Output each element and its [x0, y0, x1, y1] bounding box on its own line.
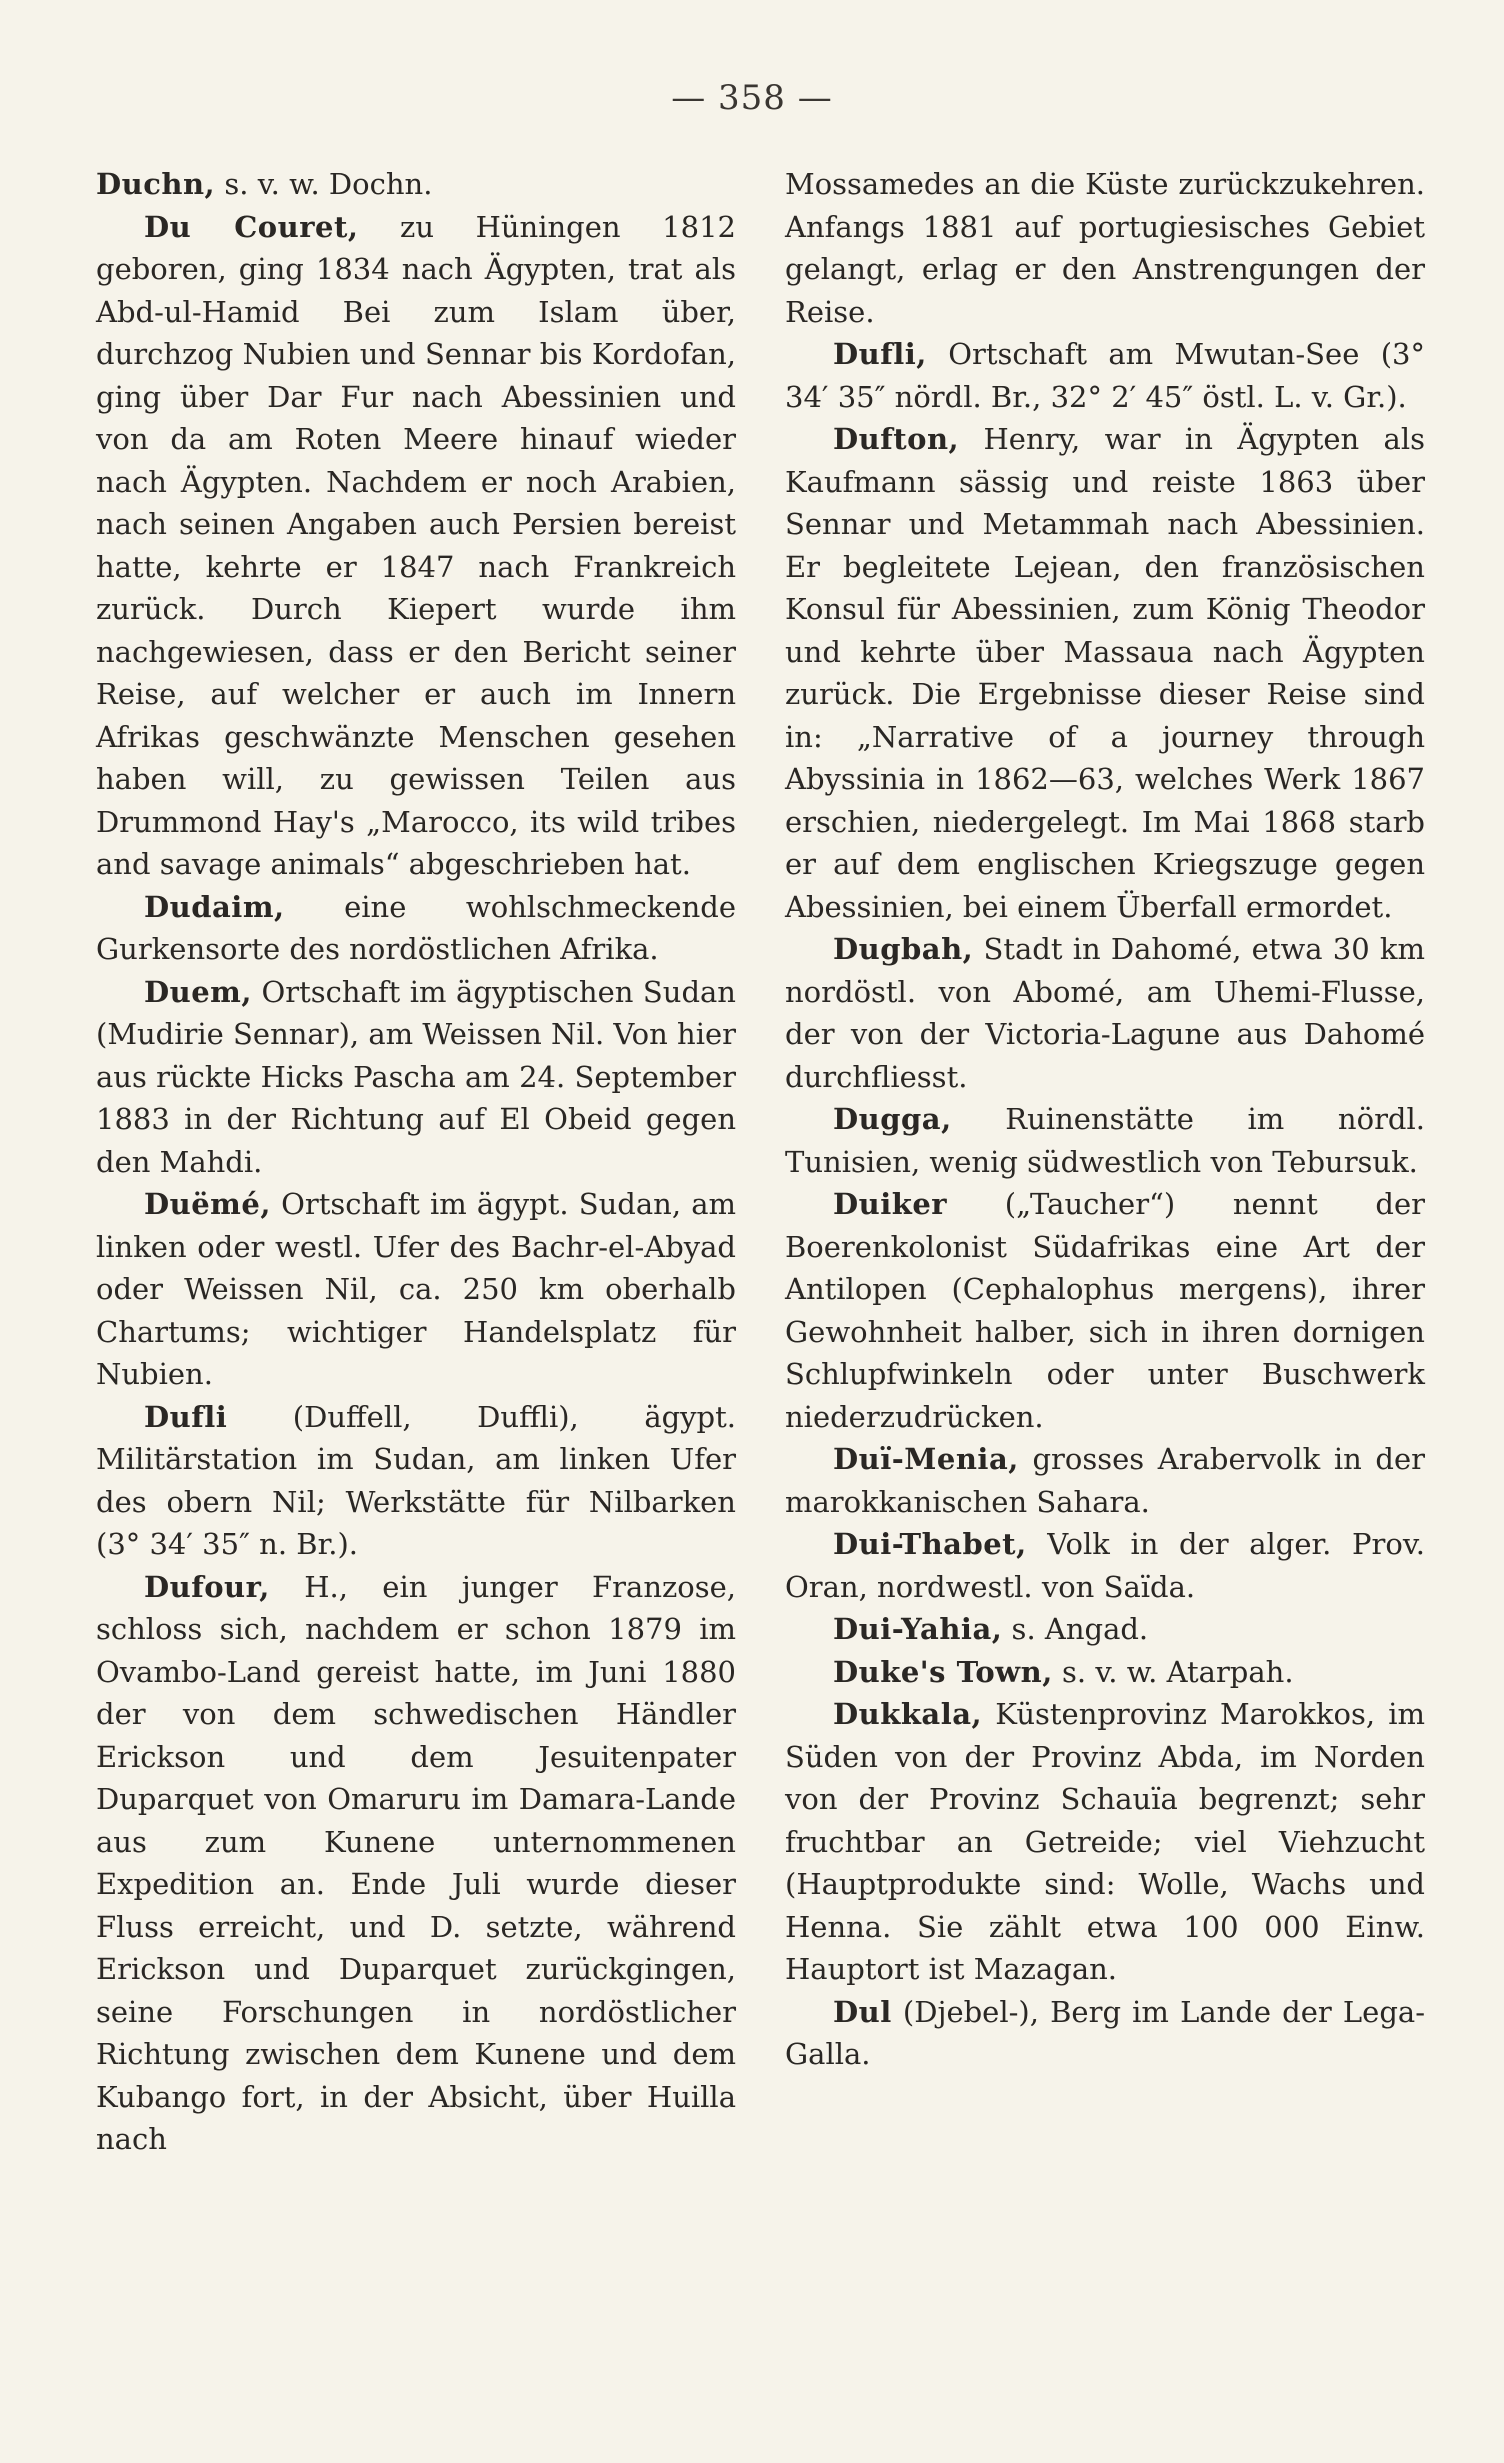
- entry-text: Stadt in Dahomé, etwa 30 km nordöstl. von Abomé, am Uhemi-Flusse, der von der Victoria-Lagune aus Dahomé durchfliesst.: [785, 932, 1425, 1094]
- entry-text: Mossamedes an die Küste zurückzukehren. Anfangs 1881 auf portugiesisches Gebiet gelangt, erlag er den Anstrengungen der Reise.: [785, 167, 1425, 329]
- dictionary-entry: [785, 163, 1425, 333]
- entry-text: („Taucher“) nennt der Boerenkolonist Südafrikas eine Art der Antilopen (Cephalophus mergens), ihrer Gewohnheit halber, sich in ihren dornigen Schlupfwinkeln oder unter Buschwerk niederzudrücken.: [785, 1187, 1425, 1434]
- entry-text: H., ein junger Franzose, schloss sich, nachdem er schon 1879 im Ovambo-Land gereist hatte, im Juni 1880 der von dem schwedischen Händler Erickson und dem Jesuitenpater Duparquet von Omaruru im Damara-Lande aus zum Kunene unternommenen Expedition an. Ende Juli wurde dieser Fluss erreicht, und D. setzte, während Erickson und Duparquet zurückgingen, seine Forschungen in nordöstlicher Richtung zwischen dem Kunene und dem Kubango fort, in der Absicht, über Huilla nach: [96, 1569, 736, 2156]
- entry-text: Henry, war in Ägypten als Kaufmann sässig und reiste 1863 über Sennar und Metammah nach Abessinien. Er begleitete Lejean, den französischen Konsul für Abessinien, zum König Theodor und kehrte über Massaua nach Ägypten zurück. Die Ergebnisse dieser Reise sind in: „Narrative of a journey through Abyssinia in 1862—63, welches Werk 1867 erschien, niedergelegt. Im Mai 1868 starb er auf dem englischen Kriegszuge gegen Abessinien, bei einem Überfall ermordet.: [785, 422, 1425, 924]
- entry-headword: Dul: [833, 1994, 892, 2029]
- entry-headword: Dufour,: [144, 1569, 270, 1604]
- entry-headword: Duke's Town,: [833, 1654, 1053, 1689]
- dictionary-entry: [785, 1651, 1425, 1694]
- dictionary-entry: [785, 1693, 1425, 1991]
- dictionary-entry: [785, 1523, 1425, 1608]
- dictionary-entry: [96, 1183, 736, 1396]
- dictionary-entry: [96, 971, 736, 1184]
- entry-headword: Dufli: [144, 1399, 228, 1434]
- dictionary-entry: [96, 206, 736, 886]
- entry-headword: Duï-Menia,: [833, 1442, 1019, 1476]
- dictionary-entry: [785, 928, 1425, 1098]
- entry-headword: Duem,: [144, 974, 252, 1009]
- page-number: — 358 —: [671, 78, 833, 118]
- dictionary-entry: [785, 1183, 1425, 1438]
- entry-text: eine wohlschmeckende Gurkensorte des nordöstlichen Afrika.: [96, 889, 736, 966]
- entry-text: grosses Arabervolk in der marokkanischen Sahara.: [785, 1442, 1425, 1519]
- dictionary-entry: [785, 1098, 1425, 1183]
- entry-headword: Duëmé,: [144, 1187, 271, 1221]
- entry-headword: Dufli,: [833, 337, 927, 371]
- dictionary-entry: [96, 163, 736, 206]
- entry-headword: Dufton,: [833, 422, 960, 456]
- entry-headword: Dui-Yahia,: [833, 1612, 1003, 1646]
- right-column: [785, 163, 1425, 2076]
- entry-headword: Duchn,: [96, 167, 216, 201]
- entry-headword: Duiker: [833, 1187, 948, 1221]
- entry-text: Küstenprovinz Marokkos, im Süden von der Provinz Abda, im Norden von der Provinz Schauïa begrenzt; sehr fruchtbar an Getreide; viel Viehzucht (Hauptprodukte sind: Wolle, Wachs und Henna. Sie zählt etwa 100 000 Einw. Hauptort ist Mazagan.: [785, 1697, 1425, 1986]
- entry-text: s. v. w. Atarpah.: [1052, 1654, 1294, 1689]
- dictionary-entry: [785, 333, 1425, 418]
- dictionary-entry: [96, 886, 736, 971]
- entry-text: Ruinenstätte im nördl. Tunisien, wenig südwestlich von Tebursuk.: [785, 1102, 1425, 1179]
- left-column: [96, 163, 736, 2161]
- entry-text: Ortschaft im ägyptischen Sudan (Mudirie Sennar), am Weissen Nil. Von hier aus rückte Hicks Pascha am 24. September 1883 in der Richtung auf El Obeid gegen den Mahdi.: [96, 974, 737, 1179]
- dictionary-entry: [96, 1396, 736, 1566]
- entry-headword: Dugbah,: [833, 932, 974, 966]
- entry-headword: Dui-Thabet,: [833, 1527, 1027, 1561]
- entry-text: (Djebel-), Berg im Lande der Lega-Galla.: [785, 1994, 1425, 2071]
- dictionary-entry: [785, 1608, 1425, 1651]
- entry-text: Ortschaft am Mwutan-See (3° 34′ 35″ nördl. Br., 32° 2′ 45″ östl. L. v. Gr.).: [785, 337, 1425, 414]
- entry-headword: Dukkala,: [833, 1697, 983, 1731]
- entry-headword: Dudaim,: [144, 889, 285, 924]
- dictionary-entry: [785, 1438, 1425, 1523]
- entry-text: zu Hüningen 1812 geboren, ging 1834 nach Ägypten, trat als Abd-ul-Hamid Bei zum Islam über, durchzog Nubien und Sennar bis Kordofan, ging über Dar Fur nach Abessinien und von da am Roten Meere hinauf wieder nach Ägypten. Nachdem er noch Arabien, nach seinen Angaben auch Persien bereist hatte, kehrte er 1847 nach Frankreich zurück. Durch Kiepert wurde ihm nachgewiesen, dass er den Bericht seiner Reise, auf welcher er auch im Innern Afrikas geschwänzte Menschen gesehen haben will, zu gewissen Teilen aus Drummond Hay's „Marocco, its wild tribes and savage animals“ abgeschrieben hat.: [96, 209, 736, 881]
- entry-headword: Dugga,: [833, 1102, 952, 1136]
- dictionary-entry: [785, 418, 1425, 928]
- entry-text: s. v. w. Dochn.: [215, 167, 433, 201]
- entry-text: Ortschaft im ägypt. Sudan, am linken oder westl. Ufer des Bachr-el-Abyad oder Weissen Nil, ca. 250 km oberhalb Chartums; wichtiger Handelsplatz für Nubien.: [96, 1187, 736, 1391]
- entry-text: Volk in der alger. Prov. Oran, nordwestl. von Saïda.: [785, 1527, 1425, 1604]
- dictionary-entry: [785, 1991, 1425, 2076]
- entry-text: s. Angad.: [1002, 1612, 1149, 1646]
- entry-text: (Duffell, Duffli), ägypt. Militärstation im Sudan, am linken Ufer des obern Nil; Werkstätte für Nilbarken (3° 34′ 35″ n. Br.).: [96, 1399, 736, 1561]
- dictionary-entry: [96, 1566, 736, 2161]
- entry-headword: Du Couret,: [144, 209, 359, 244]
